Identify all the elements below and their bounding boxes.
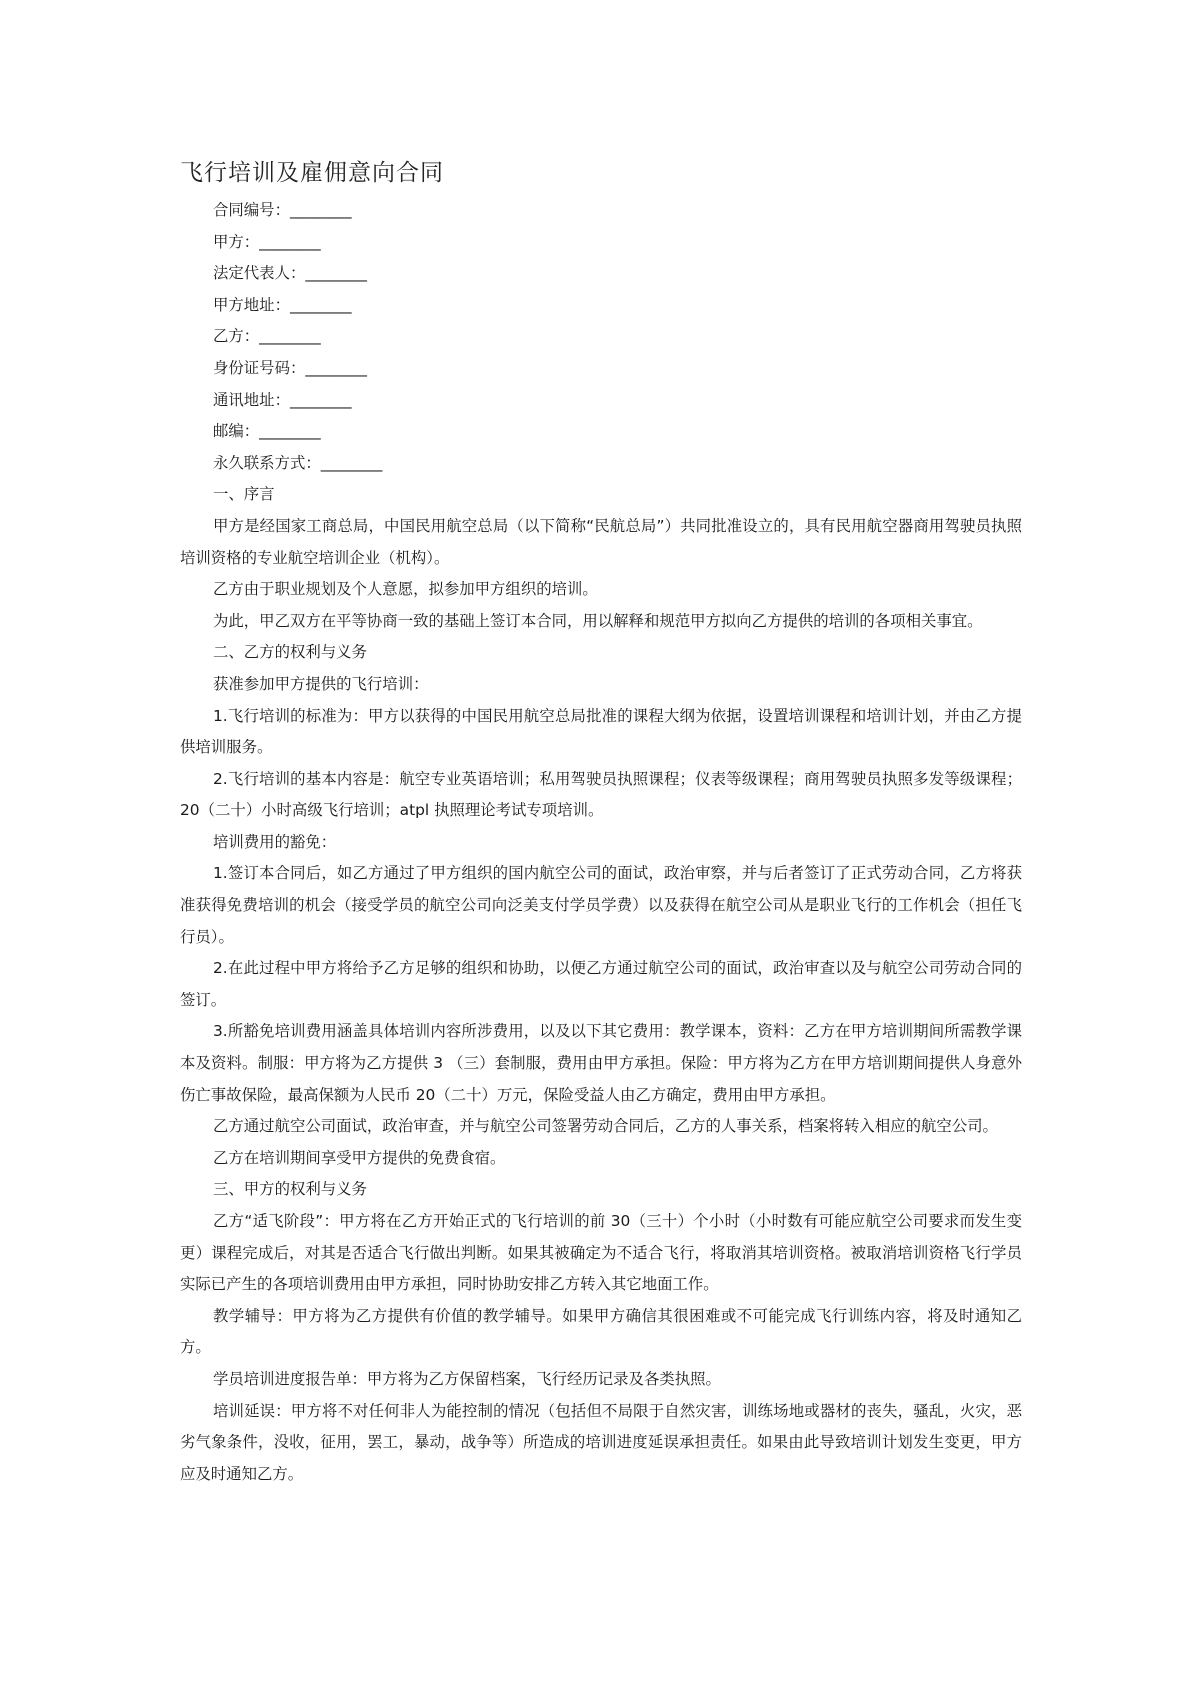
- paragraph: 获准参加甲方提供的飞行培训：: [213, 674, 429, 693]
- paragraph: 培训费用的豁免：: [213, 832, 337, 851]
- field-party-b: 乙方：________: [213, 327, 321, 346]
- paragraph: 2.飞行培训的基本内容是：航空专业英语培训；私用驾驶员执照课程；仪表等级课程；商用驾驶员执照多发等级课程；20（二十）小时高级飞行培训；atpl 执照理论考试专项培训。: [180, 769, 1022, 820]
- paragraph: 2.在此过程中甲方将给予乙方足够的组织和协助，以便乙方通过航空公司的面试，政治审查以及与航空公司劳动合同的签订。: [180, 959, 1022, 1009]
- field-legal-representative: 法定代表人：________: [213, 264, 367, 283]
- field-contract-number: 合同编号：________: [213, 201, 352, 219]
- field-id-number: 身份证号码：________: [213, 358, 367, 377]
- section-heading-party-a-rights: 三、甲方的权利与义务: [213, 1180, 367, 1199]
- paragraph: 学员培训进度报告单：甲方将为乙方保留档案，飞行经历记录及各类执照。: [213, 1369, 721, 1388]
- field-party-a: 甲方：________: [213, 232, 321, 251]
- paragraph: 3.所豁免培训费用涵盖具体培训内容所涉费用，以及以下其它费用：教学课本，资料：乙方在甲方培训期间所需教学课本及资料。制服：甲方将为乙方提供 3 （三）套制服，费用由甲方承担。保险：甲方将为乙方在甲方培训期间提供人身意外伤亡事故保险，最高保额为人民币 20（二十）万元，保险受益人由乙方确定，费用由甲方承担。: [180, 1022, 1022, 1104]
- paragraph: 甲方是经国家工商总局，中国民用航空总局（以下简称“民航总局”）共同批准设立的，具有民用航空器商用驾驶员执照培训资格的专业航空培训企业（机构）。: [180, 516, 1022, 567]
- document-title: 飞行培训及雇佣意向合同: [180, 160, 444, 186]
- field-postal-code: 邮编：________: [213, 422, 321, 441]
- paragraph: 为此，甲乙双方在平等协商一致的基础上签订本合同，用以解释和规范甲方拟向乙方提供的培训的各项相关事宜。: [213, 611, 983, 630]
- field-mailing-address: 通讯地址：________: [213, 390, 352, 409]
- paragraph: 1.签订本合同后，如乙方通过了甲方组织的国内航空公司的面试，政治审察，并与后者签订了正式劳动合同，乙方将获准获得免费培训的机会（接受学员的航空公司向泛美支付学员学费）以及获得在航空公司从是职业飞行的工作机会（担任飞行员）。: [180, 864, 1022, 946]
- contract-fields: [180, 195, 1022, 479]
- paragraph: 乙方通过航空公司面试，政治审查，并与航空公司签署劳动合同后，乙方的人事关系，档案将转入相应的航空公司。: [213, 1117, 998, 1136]
- paragraph: 1.飞行培训的标准为：甲方以获得的中国民用航空总局批准的课程大纲为依据，设置培训课程和培训计划，并由乙方提供培训服务。: [180, 706, 1022, 757]
- field-party-a-address: 甲方地址：________: [213, 295, 352, 314]
- paragraph: 乙方由于职业规划及个人意愿，拟参加甲方组织的培训。: [213, 580, 598, 599]
- paragraph: 教学辅导：甲方将为乙方提供有价值的教学辅导。如果甲方确信其很困难或不可能完成飞行训练内容，将及时通知乙方。: [180, 1306, 1022, 1357]
- paragraph: 乙方“适飞阶段”：甲方将在乙方开始正式的飞行培训的前 30（三十）个小时（小时数有可能应航空公司要求而发生变更）课程完成后，对其是否适合飞行做出判断。如果其被确定为不适合飞行，将取消其培训资格。被取消培训资格飞行学员实际已产生的各项培训费用由甲方承担，同时协助安排乙方转入其它地面工作。: [180, 1212, 1022, 1294]
- paragraph: 培训延误：甲方将不对任何非人为能控制的情况（包括但不局限于自然灾害，训练场地或器材的丧失，骚乱，火灾，恶劣气象条件，没收，征用，罢工，暴动，战争等）所造成的培训进度延误承担责任。如果由此导致培训计划发生变更，甲方应及时通知乙方。: [180, 1401, 1022, 1483]
- document-content: [180, 155, 1022, 1490]
- contract-body: [180, 479, 1022, 1490]
- section-heading-party-b-rights: 二、乙方的权利与义务: [213, 643, 367, 662]
- section-heading-preface: 一、序言: [213, 485, 275, 504]
- field-permanent-contact: 永久联系方式：________: [213, 453, 383, 472]
- paragraph: 乙方在培训期间享受甲方提供的免费食宿。: [213, 1148, 506, 1167]
